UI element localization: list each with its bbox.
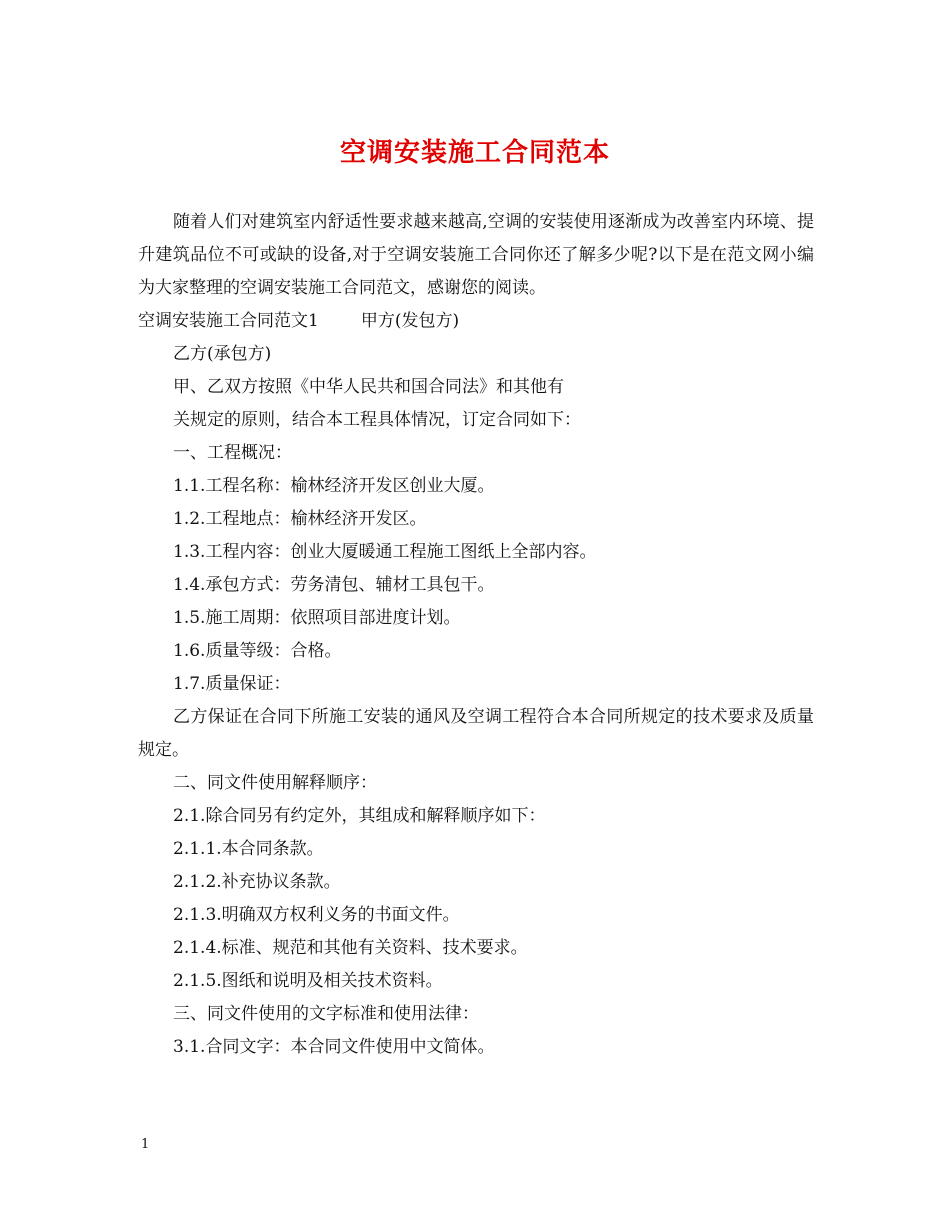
party-a-label: 甲方(发包方) [360, 311, 460, 331]
contract-principle-line: 关规定的原则，结合本工程具体情况，订定合同如下： [173, 410, 581, 430]
clause-1-3: 1.3.工程内容：创业大厦暖通工程施工图纸上全部内容。 [173, 542, 597, 562]
clause-1-1: 1.1.工程名称：榆林经济开发区创业大厦。 [173, 476, 495, 496]
intro-paragraph: 随着人们对建筑室内舒适性要求越来越高,空调的安装使用逐渐成为改善室内环境、提升建筑品位不可或缺的设备,对于空调安装施工合同你还了解多少呢?以下是在范文网小编为大家整理的空调安装施工合同范文，感谢您的阅读。 [138, 212, 814, 298]
clause-1-6: 1.6.质量等级：合格。 [173, 641, 342, 661]
clause-1-2: 1.2.工程地点：榆林经济开发区。 [173, 509, 427, 529]
clause-2-1: 2.1.除合同另有约定外，其组成和解释顺序如下： [173, 806, 546, 826]
sample-heading-line [138, 305, 814, 338]
clause-1-5: 1.5.施工周期：依照项目部进度计划。 [173, 608, 461, 628]
contract-basis-line: 甲、乙双方按照《中华人民共和国合同法》和其他有 [173, 377, 564, 397]
section-3-heading: 三、同文件使用的文字标准和使用法律： [173, 1004, 479, 1024]
clause-3-1: 3.1.合同文字：本合同文件使用中文简体。 [173, 1037, 495, 1057]
clause-2-1-2: 2.1.2.补充协议条款。 [173, 872, 341, 892]
quality-guarantee-paragraph: 乙方保证在合同下所施工安装的通风及空调工程符合本合同所规定的技术要求及质量规定。 [138, 707, 814, 760]
clause-2-1-5: 2.1.5.图纸和说明及相关技术资料。 [173, 971, 443, 991]
clause-1-4: 1.4.承包方式：劳务清包、辅材工具包干。 [173, 575, 495, 595]
section-1-heading: 一、工程概况： [173, 443, 292, 463]
page-number: 1 [141, 1137, 150, 1152]
clause-2-1-1: 2.1.1.本合同条款。 [173, 839, 324, 859]
clause-2-1-3: 2.1.3.明确双方权利义务的书面文件。 [173, 905, 460, 925]
sample-heading: 空调安装施工合同范文1 [138, 311, 319, 331]
clause-1-7: 1.7.质量保证： [173, 674, 291, 694]
clause-2-1-4: 2.1.4.标准、规范和其他有关资料、技术要求。 [173, 938, 528, 958]
document-body [138, 206, 814, 1064]
document-title: 空调安装施工合同范本 [339, 138, 610, 168]
section-2-heading: 二、同文件使用解释顺序： [173, 773, 377, 793]
party-b-label: 乙方(承包方) [173, 344, 272, 364]
